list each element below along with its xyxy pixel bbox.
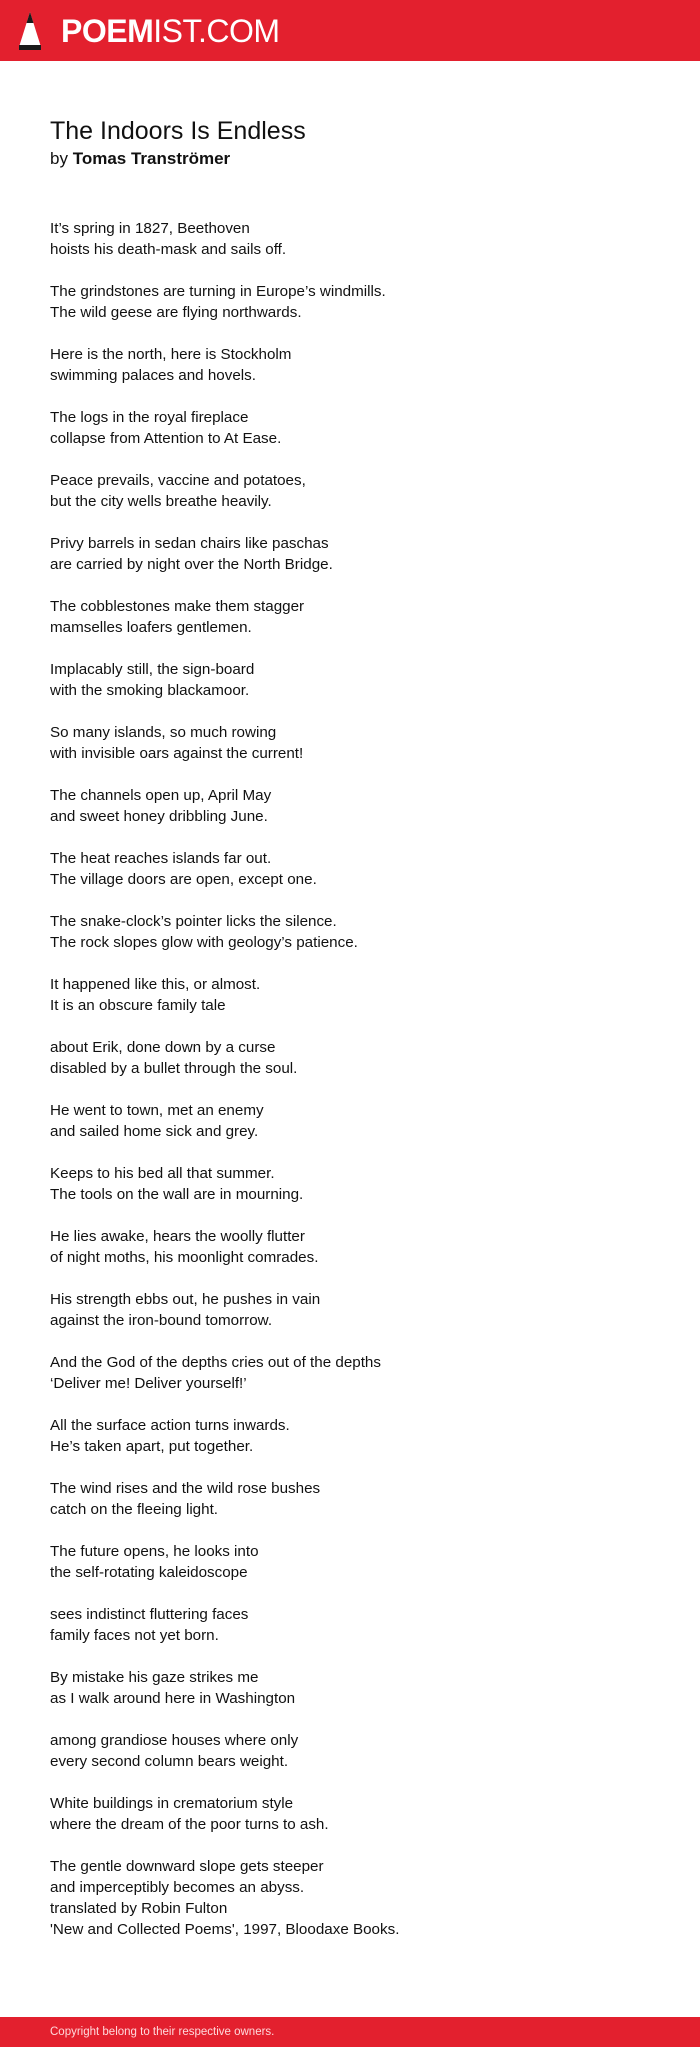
stanza: [50, 281, 650, 323]
poem-line: He’s taken apart, put together.: [50, 1438, 254, 1455]
poem-line: Peace prevails, vaccine and potatoes,: [50, 472, 306, 489]
stanza: [50, 1667, 650, 1709]
poem-body: [50, 218, 650, 1961]
poem-title: The Indoors Is Endless: [50, 117, 306, 145]
poem-line: The wind rises and the wild rose bushes: [50, 1480, 321, 1497]
stanza: [50, 785, 650, 827]
final-stanza-and-credits: [50, 1856, 650, 1940]
stanza: [50, 533, 650, 575]
poem-line: The snake-clock’s pointer licks the silence.: [50, 913, 337, 930]
stanza: [50, 722, 650, 764]
poem-line: disabled by a bullet through the soul.: [50, 1060, 298, 1077]
poem-line: White buildings in crematorium style: [50, 1795, 294, 1812]
copyright-text: Copyright belong to their respective owners.: [50, 2026, 275, 2038]
stanza: [50, 1541, 650, 1583]
poem-line: but the city wells breathe heavily.: [50, 493, 272, 510]
poem-line: against the iron-bound tomorrow.: [50, 1312, 273, 1329]
credit-line: translated by Robin Fulton: [50, 1900, 228, 1917]
stanza: [50, 1163, 650, 1205]
poem-line: The rock slopes glow with geology’s patience.: [50, 934, 358, 951]
poem-line: By mistake his gaze strikes me: [50, 1669, 259, 1686]
poem-line: catch on the fleeing light.: [50, 1501, 219, 1518]
poem-line: The heat reaches islands far out.: [50, 850, 272, 867]
poem-line: swimming palaces and hovels.: [50, 367, 256, 384]
poem-line: Privy barrels in sedan chairs like paschas: [50, 535, 329, 552]
poem-line: where the dream of the poor turns to ash.: [50, 1816, 329, 1833]
stanza: [50, 848, 650, 890]
poem-line: It happened like this, or almost.: [50, 976, 261, 993]
poem-line: Implacably still, the sign-board: [50, 661, 255, 678]
stanza: [50, 218, 650, 260]
stanza: [50, 596, 650, 638]
poem-line: Here is the north, here is Stockholm: [50, 346, 292, 363]
poem-line: family faces not yet born.: [50, 1627, 219, 1644]
poem-heading: [50, 114, 650, 170]
poem-line: All the surface action turns inwards.: [50, 1417, 290, 1434]
stanza: [50, 1289, 650, 1331]
poem-line: It is an obscure family tale: [50, 997, 226, 1014]
poem-line: The cobblestones make them stagger: [50, 598, 305, 615]
poem-line: every second column bears weight.: [50, 1753, 289, 1770]
stanza: [50, 911, 650, 953]
poem-line: And the God of the depths cries out of the depths: [50, 1354, 381, 1371]
poem-line: the self-rotating kaleidoscope: [50, 1564, 248, 1581]
stanza: [50, 1100, 650, 1142]
poem-line: about Erik, done down by a curse: [50, 1039, 276, 1056]
stanza: [50, 1793, 650, 1835]
poem-line: The wild geese are flying northwards.: [50, 304, 302, 321]
stanza: [50, 344, 650, 386]
byline: [50, 148, 650, 170]
poem-line: sees indistinct fluttering faces: [50, 1606, 249, 1623]
poem-line: among grandiose houses where only: [50, 1732, 299, 1749]
poem-line: The logs in the royal fireplace: [50, 409, 249, 426]
poem-line: The tools on the wall are in mourning.: [50, 1186, 304, 1203]
poem-line: The gentle downward slope gets steeper: [50, 1858, 324, 1875]
poem-line: He lies awake, hears the woolly flutter: [50, 1228, 305, 1245]
stanza: [50, 1037, 650, 1079]
stanza: [50, 1478, 650, 1520]
site-logo[interactable]: [61, 11, 280, 51]
poem-line: hoists his death-mask and sails off.: [50, 241, 287, 258]
stanza: [50, 1352, 650, 1394]
poem-line: The grindstones are turning in Europe’s windmills.: [50, 283, 386, 300]
poem-line: ‘Deliver me! Deliver yourself!’: [50, 1375, 247, 1392]
poem-line: The channels open up, April May: [50, 787, 272, 804]
poem-line: with invisible oars against the current!: [50, 745, 304, 762]
poem-line: and imperceptibly becomes an abyss.: [50, 1879, 305, 1896]
poem-line: collapse from Attention to At Ease.: [50, 430, 282, 447]
logo-text-light: IST.COM: [153, 13, 280, 49]
site-footer: [0, 2017, 700, 2047]
site-header: [0, 0, 700, 61]
poem-line: He went to town, met an enemy: [50, 1102, 264, 1119]
by-label: by: [50, 149, 68, 168]
poem-line: with the smoking blackamoor.: [50, 682, 250, 699]
poem-line: of night moths, his moonlight comrades.: [50, 1249, 319, 1266]
poem-line: as I walk around here in Washington: [50, 1690, 296, 1707]
poem-line: So many islands, so much rowing: [50, 724, 277, 741]
stanza: [50, 1226, 650, 1268]
credit-line: 'New and Collected Poems', 1997, Bloodaxe Books.: [50, 1921, 400, 1938]
poem-line: are carried by night over the North Bridge.: [50, 556, 333, 573]
poem-line: and sweet honey dribbling June.: [50, 808, 268, 825]
stanza: [50, 1415, 650, 1457]
stanza: [50, 659, 650, 701]
poem-line: The future opens, he looks into: [50, 1543, 259, 1560]
stanza: [50, 1604, 650, 1646]
stanza: [50, 1730, 650, 1772]
poem-line: Keeps to his bed all that summer.: [50, 1165, 275, 1182]
stanza: [50, 974, 650, 1016]
author-name: Tomas Tranströmer: [72, 149, 231, 168]
poem-line: and sailed home sick and grey.: [50, 1123, 259, 1140]
stanza: [50, 407, 650, 449]
poem-line: The village doors are open, except one.: [50, 871, 317, 888]
stanza: [50, 470, 650, 512]
logo-text-bold: POEM: [61, 13, 154, 49]
poem-line: His strength ebbs out, he pushes in vain: [50, 1291, 321, 1308]
pencil-logo-icon[interactable]: [17, 11, 43, 51]
poem-line: It’s spring in 1827, Beethoven: [50, 220, 250, 237]
poem-line: mamselles loafers gentlemen.: [50, 619, 252, 636]
